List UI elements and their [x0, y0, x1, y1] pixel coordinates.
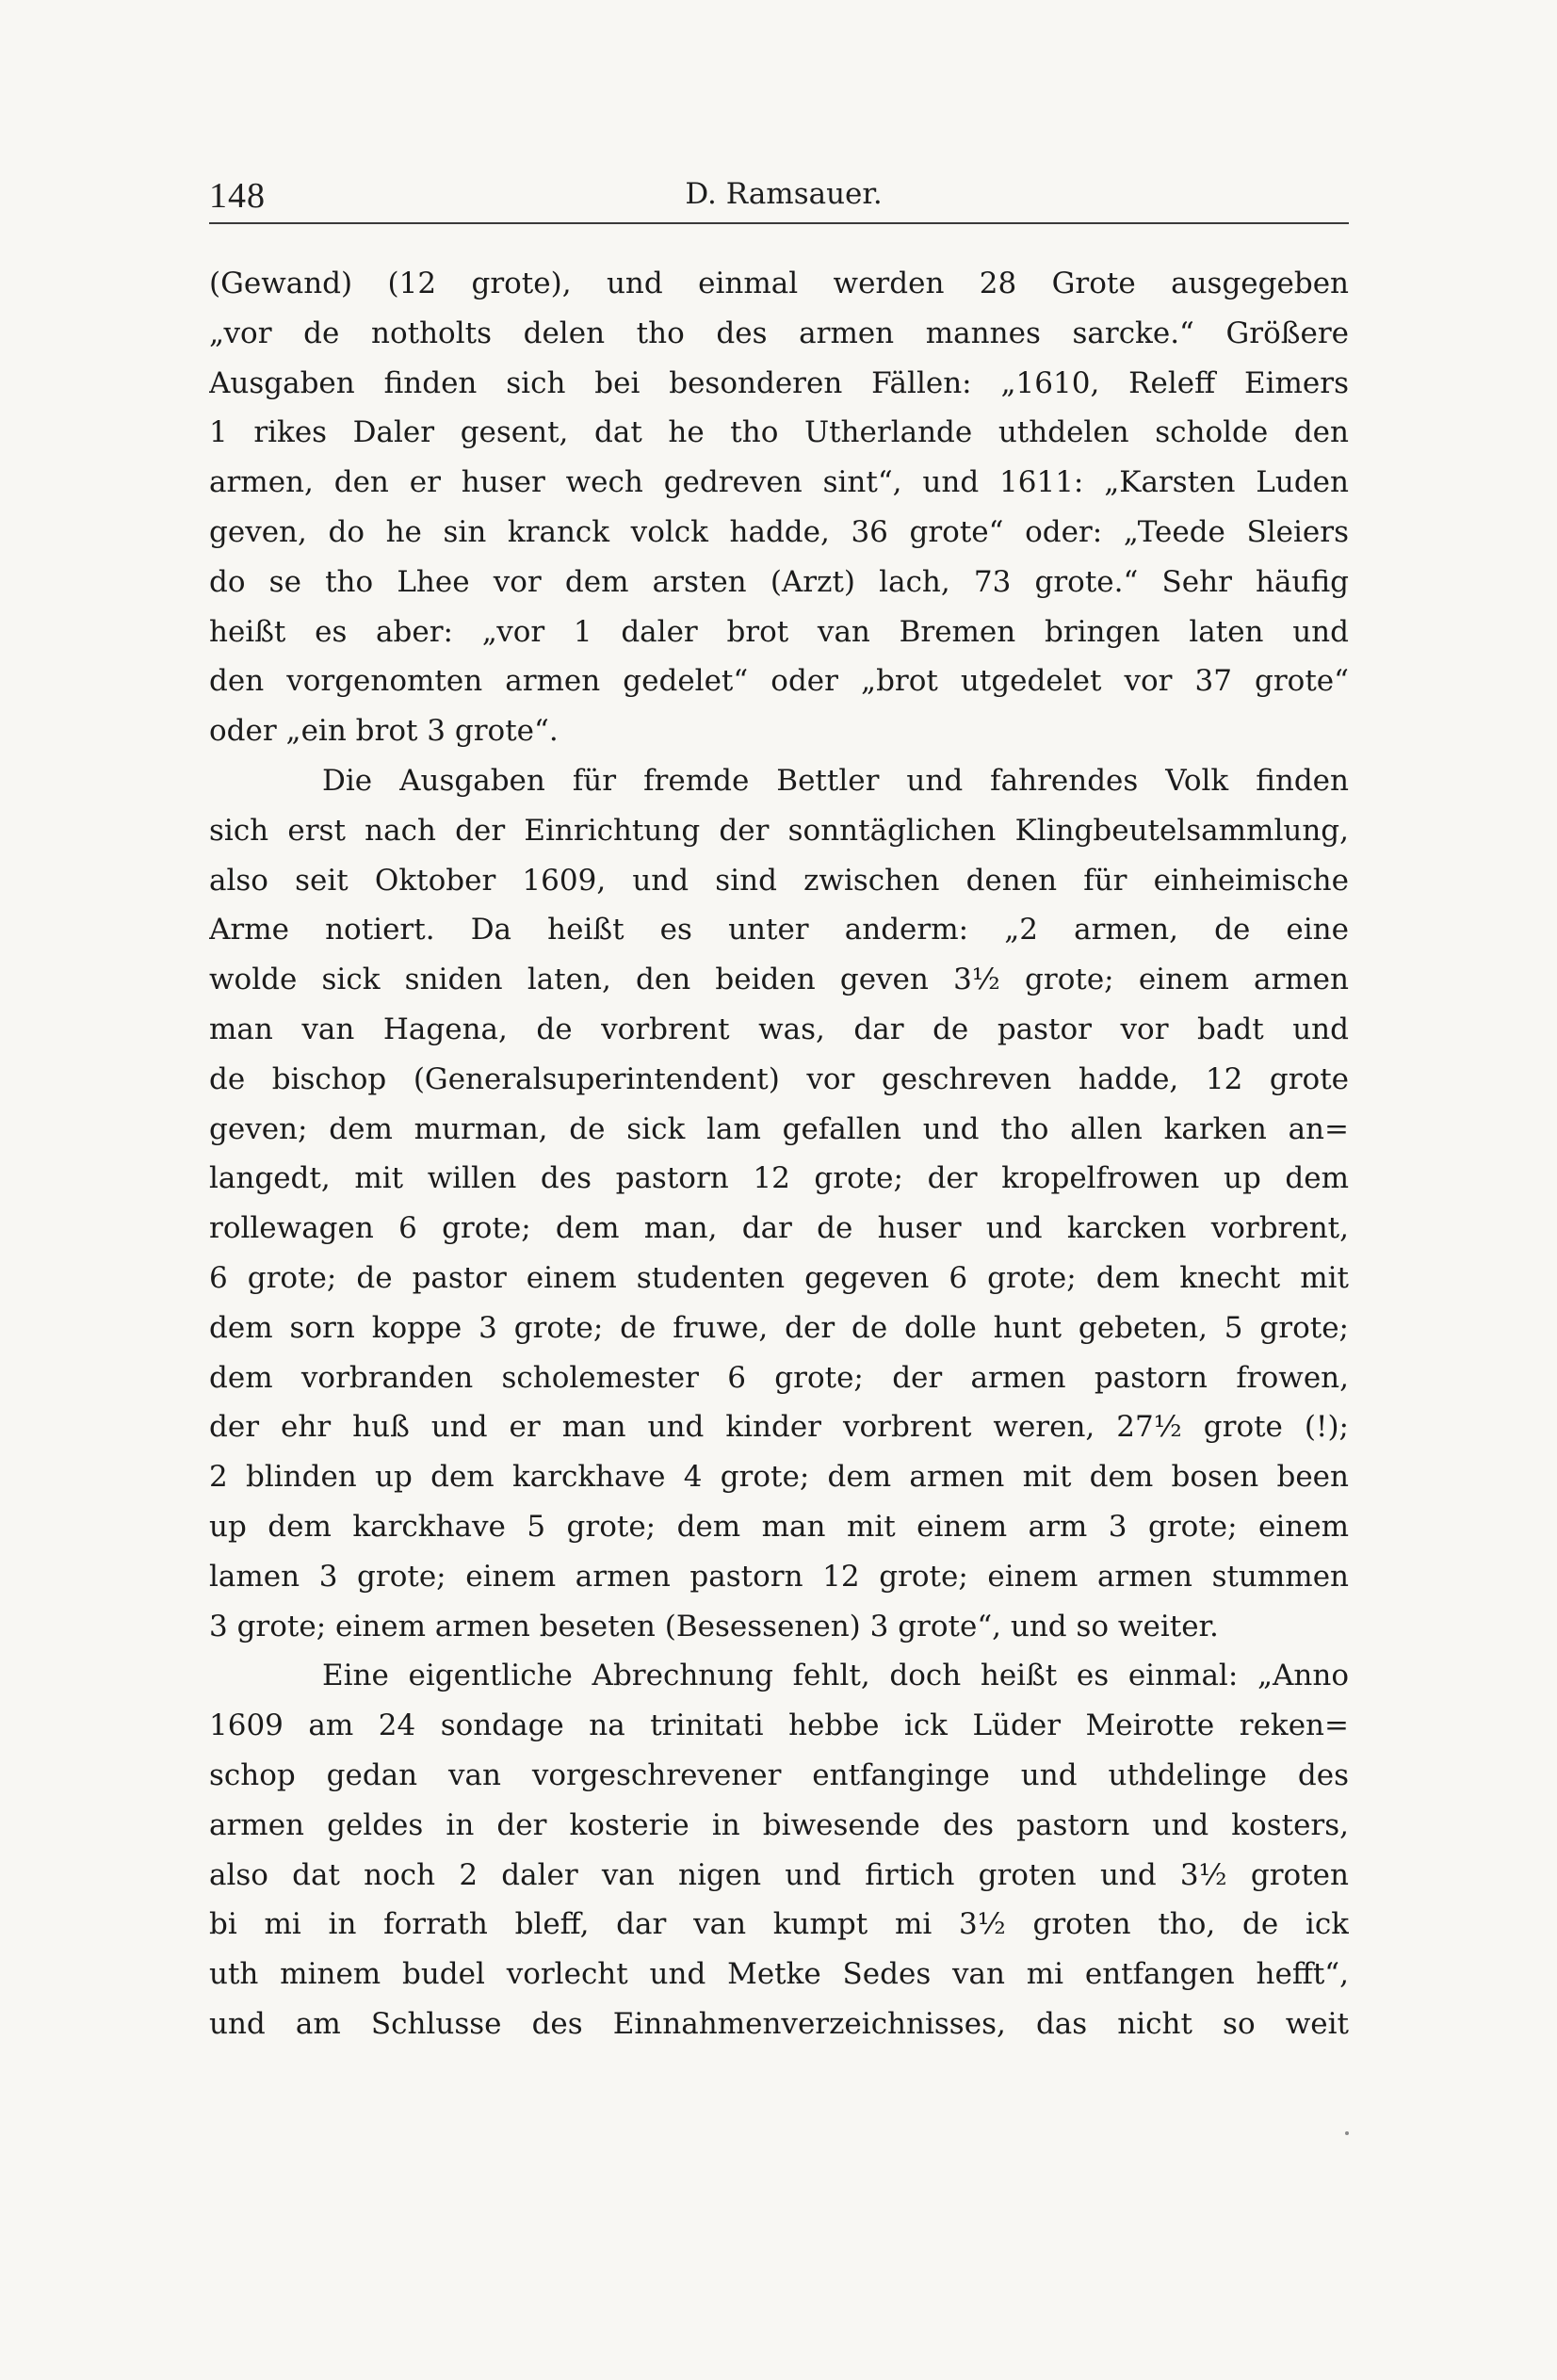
- text-line: wolde sick sniden laten, den beiden geven 3½ grote; einem armen: [209, 963, 1349, 997]
- text-line: (Gewand) (12 grote), und einmal werden 28 Grote ausgegeben: [209, 267, 1349, 300]
- text-line: do se tho Lhee vor dem arsten (Arzt) lach, 73 grote.“ Sehr häufig: [209, 564, 1349, 599]
- text-line: geven, do he sin kranck volck hadde, 36 grote“ oder: „Teede Sleiers: [209, 514, 1349, 549]
- header-rule: [209, 222, 1349, 224]
- page-header: [209, 168, 1349, 226]
- text-line: Ausgaben finden sich bei besonderen Fällen: „1610, Releff Eimers: [209, 365, 1349, 400]
- text-line: oder „ein brot 3 grote“.: [209, 714, 559, 749]
- body-text: [209, 259, 1349, 2049]
- text-line: geven; dem murman, de sick lam gefallen und tho allen karken an=: [209, 1111, 1349, 1146]
- text-line: also seit Oktober 1609, und sind zwischen denen für einheimische: [209, 863, 1349, 898]
- text-line: 3 grote; einem armen beseten (Besessenen) 3 grote“, und so weiter.: [209, 1609, 1219, 1643]
- running-head: D. Ramsauer.: [685, 177, 883, 211]
- text-line: dem sorn koppe 3 grote; de fruwe, der de dolle hunt gebeten, 5 grote;: [209, 1310, 1349, 1345]
- paper-speck: [1345, 2131, 1349, 2135]
- text-line: heißt es aber: „vor 1 daler brot van Bremen bringen laten und: [209, 614, 1349, 649]
- text-line: Arme notiert. Da heißt es unter anderm: „2 armen, de eine: [209, 913, 1349, 947]
- text-line: schop gedan van vorgeschrevener entfanginge und uthdelinge des: [209, 1757, 1349, 1792]
- text-line: sich erst nach der Einrichtung der sonntäglichen Klingbeutelsammlung,: [209, 813, 1349, 848]
- text-line: armen geldes in der kosterie in biwesende des pastorn und kosters,: [209, 1807, 1349, 1842]
- page-number: 148: [209, 176, 266, 216]
- text-line: armen, den er huser wech gedreven sint“, und 1611: „Karsten Luden: [209, 465, 1349, 500]
- text-line: man van Hagena, de vorbrent was, dar de pastor vor badt und: [209, 1012, 1349, 1046]
- text-line: up dem karckhave 5 grote; dem man mit einem arm 3 grote; einem: [209, 1509, 1349, 1544]
- text-line: de bischop (Generalsuperintendent) vor geschreven hadde, 12 grote: [209, 1061, 1349, 1096]
- text-line: 1 rikes Daler gesent, dat he tho Utherlande uthdelen scholde den: [209, 415, 1349, 450]
- text-line: 6 grote; de pastor einem studenten gegeven 6 grote; dem knecht mit: [209, 1260, 1349, 1295]
- text-line: dem vorbranden scholemester 6 grote; der armen pastorn frowen,: [209, 1360, 1349, 1395]
- text-line: der ehr huß und er man und kinder vorbrent weren, 27½ grote (!);: [209, 1410, 1349, 1445]
- paragraph-start-line: Die Ausgaben für fremde Bettler und fahrendes Volk finden: [322, 763, 1349, 798]
- text-line: bi mi in forrath bleff, dar van kumpt mi 3½ groten tho, de ick: [209, 1907, 1349, 1942]
- text-line: langedt, mit willen des pastorn 12 grote; der kropelfrowen up dem: [209, 1161, 1349, 1196]
- text-line: 1609 am 24 sondage na trinitati hebbe ick Lüder Meirotte reken=: [209, 1708, 1349, 1743]
- text-line: und am Schlusse des Einnahmenverzeichnisses, das nicht so weit: [209, 2006, 1349, 2041]
- paragraph-start-line: Eine eigentliche Abrechnung fehlt, doch heißt es einmal: „Anno: [322, 1659, 1349, 1693]
- text-line: rollewagen 6 grote; dem man, dar de huser und karcken vorbrent,: [209, 1211, 1349, 1246]
- text-line: lamen 3 grote; einem armen pastorn 12 grote; einem armen stummen: [209, 1559, 1349, 1594]
- text-line: uth minem budel vorlecht und Metke Sedes van mi entfangen hefft“,: [209, 1957, 1349, 1992]
- text-line: 2 blinden up dem karckhave 4 grote; dem armen mit dem bosen been: [209, 1460, 1349, 1495]
- text-line: also dat noch 2 daler van nigen und firtich groten und 3½ groten: [209, 1857, 1349, 1892]
- text-line: „vor de notholts delen tho des armen mannes sarcke.“ Größere: [209, 316, 1349, 350]
- text-line: den vorgenomten armen gedelet“ oder „brot utgedelet vor 37 grote“: [209, 664, 1349, 699]
